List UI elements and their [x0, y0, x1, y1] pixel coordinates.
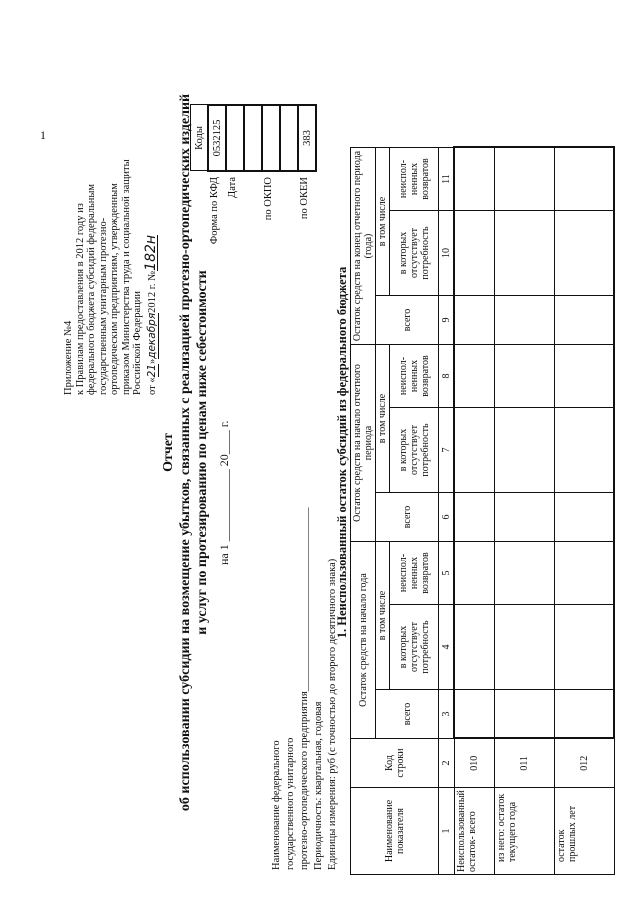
- input-cell[interactable]: [554, 493, 614, 542]
- input-cell[interactable]: [554, 408, 614, 493]
- units: Единицы измерения: руб (с точностью до второго десятичного знака): [327, 558, 338, 870]
- th-total: всего: [376, 690, 439, 739]
- input-cell[interactable]: [554, 345, 614, 408]
- title-line-3: и услуг по протезированию по ценам ниже себестоимости: [195, 270, 210, 635]
- input-cell[interactable]: [554, 542, 614, 605]
- appendix-line: к Правилам предоставления в 2012 году из: [74, 203, 86, 395]
- input-cell[interactable]: [554, 211, 614, 296]
- order-mid: »: [146, 358, 158, 365]
- col-number: 11: [439, 148, 455, 211]
- input-cell[interactable]: [454, 148, 494, 211]
- code-label: [242, 177, 260, 305]
- input-cell[interactable]: [454, 345, 494, 408]
- th-unused-returns: неиспол-ненных возвратов: [390, 148, 439, 211]
- row-name: из него: остаток текущего года: [494, 788, 554, 875]
- input-cell[interactable]: [554, 605, 614, 690]
- code-value: [244, 105, 262, 171]
- input-cell[interactable]: [454, 493, 494, 542]
- periodicity: Периодичность: квартальная, годовая: [313, 701, 324, 870]
- input-cell[interactable]: [494, 605, 554, 690]
- report-title: [160, 0, 211, 905]
- appendix-line: приказом Министерства труда и социальной защиты: [120, 159, 132, 395]
- col-number: 9: [439, 296, 455, 345]
- input-cell[interactable]: [494, 493, 554, 542]
- th-incl: в том числе: [376, 542, 390, 690]
- col-number: 3: [439, 690, 455, 739]
- input-cell[interactable]: [494, 542, 554, 605]
- order-prefix: от «: [146, 377, 158, 395]
- th-no-need: в которых отсутствует потребность: [390, 211, 439, 296]
- col-number: 2: [439, 739, 455, 788]
- page-number: 1: [40, 128, 46, 142]
- th-code: Код строки: [351, 739, 439, 788]
- input-cell[interactable]: [554, 690, 614, 739]
- th-total: всего: [376, 296, 439, 345]
- order-year: 2012 г. №: [146, 270, 158, 313]
- row-name: Неиспользованный остаток- всего: [454, 788, 494, 875]
- row-name: остаток прошлых лет: [554, 788, 614, 875]
- row-code: 012: [554, 739, 614, 788]
- code-value: [226, 105, 244, 171]
- table-row: [494, 148, 554, 875]
- order-day: 21: [145, 364, 158, 378]
- input-cell[interactable]: [454, 605, 494, 690]
- th-start-year: Остаток средств на начало года: [351, 542, 376, 739]
- order-month: декабря: [145, 312, 158, 359]
- input-cell[interactable]: [454, 542, 494, 605]
- org-line: протезно-ортопедического предприятия___________________________________: [299, 507, 310, 870]
- col-number: 5: [439, 542, 455, 605]
- input-cell[interactable]: [494, 148, 554, 211]
- input-cell[interactable]: [494, 345, 554, 408]
- appendix-line: федерального бюджета субсидий федеральным: [86, 183, 97, 395]
- col-number: 8: [439, 345, 455, 408]
- row-code: 010: [454, 739, 494, 788]
- input-cell[interactable]: [494, 690, 554, 739]
- th-end-period: Остаток средств на конец отчетного периода (года): [351, 148, 376, 345]
- code-value: [280, 105, 298, 171]
- col-number: 7: [439, 408, 455, 493]
- input-cell[interactable]: [454, 211, 494, 296]
- input-cell[interactable]: [554, 296, 614, 345]
- codes-labels: [206, 177, 314, 305]
- th-incl: в том числе: [376, 148, 390, 296]
- th-incl: в том числе: [376, 345, 390, 493]
- col-number: 10: [439, 211, 455, 296]
- order-line: [142, 65, 160, 395]
- code-value: [262, 105, 280, 171]
- input-cell[interactable]: [454, 690, 494, 739]
- th-start-period: Остаток средств на начало отчетного периода: [351, 345, 376, 542]
- appendix-line: Приложение №4: [63, 320, 74, 395]
- table-row: [554, 148, 614, 875]
- appendix-line: государственным унитарным протезно-: [97, 217, 109, 395]
- th-unused-returns: неиспол-ненных возвратов: [390, 542, 439, 605]
- appendix-line: Российской Федерации: [132, 291, 143, 395]
- appendix-line: ортопедическим предприятиям, утвержденным: [109, 183, 120, 395]
- input-cell[interactable]: [494, 296, 554, 345]
- org-line: государственного унитарного: [285, 737, 296, 870]
- code-value: 0532125: [208, 105, 226, 171]
- codes-header: Коды: [191, 105, 209, 171]
- title-line-2: об использовании субсидии на возмещение убытков, связанных с реализацией протезно-ортопедических изделий: [178, 93, 193, 812]
- subsidy-table: [350, 147, 615, 876]
- input-cell[interactable]: [494, 211, 554, 296]
- org-info-block: [270, 440, 340, 870]
- row-code: 011: [494, 739, 554, 788]
- title-line-1: Отчет: [161, 433, 176, 472]
- col-number: 6: [439, 493, 455, 542]
- org-line: Наименование федерального: [271, 740, 282, 870]
- th-total: всего: [376, 493, 439, 542]
- input-cell[interactable]: [454, 408, 494, 493]
- code-value: 383: [298, 105, 316, 171]
- col-number: 1: [439, 788, 455, 875]
- code-label: по ОКЕИ: [299, 177, 310, 220]
- appendix-block: [63, 65, 159, 395]
- input-cell[interactable]: [454, 296, 494, 345]
- th-unused-returns: неиспол-ненных возвратов: [390, 345, 439, 408]
- section-1-title: 1. Неиспользованный остаток субсидий из федерального бюджета: [335, 266, 349, 639]
- input-cell[interactable]: [554, 148, 614, 211]
- order-number: 182н: [142, 234, 159, 271]
- col-number: 4: [439, 605, 455, 690]
- th-no-need: в которых отсутствует потребность: [390, 408, 439, 493]
- table-row: [454, 148, 494, 875]
- input-cell[interactable]: [494, 408, 554, 493]
- code-label: Дата: [227, 177, 238, 198]
- th-name: Наименование показателя: [351, 788, 439, 875]
- report-date-line: на 1 ____________ 20____ г.: [217, 420, 231, 565]
- code-label: [278, 177, 296, 305]
- th-no-need: в которых отсутствует потребность: [390, 605, 439, 690]
- code-label: Форма по КФД: [209, 177, 220, 245]
- code-label: по ОКПО: [263, 177, 274, 221]
